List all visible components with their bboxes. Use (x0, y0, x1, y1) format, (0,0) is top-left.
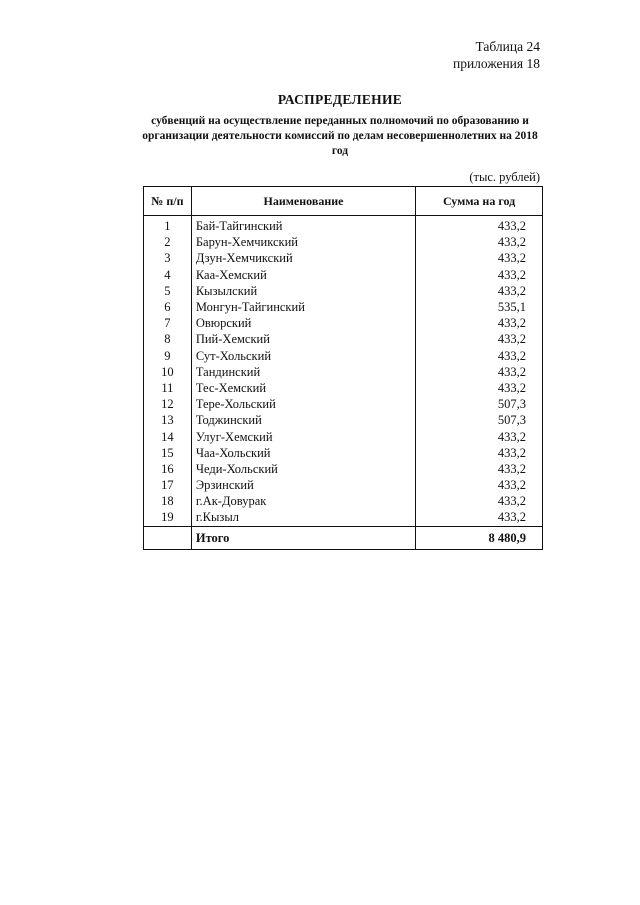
column-header-name: Наименование (191, 187, 415, 216)
cell-name: Тандинский (191, 364, 415, 380)
cell-number: 15 (144, 445, 192, 461)
cell-name: Барун-Хемчикский (191, 234, 415, 250)
table-row (144, 493, 543, 509)
table-row (144, 234, 543, 250)
cell-number: 4 (144, 267, 192, 283)
cell-name: Бай-Тайгинский (191, 216, 415, 235)
cell-number: 2 (144, 234, 192, 250)
cell-sum: 433,2 (416, 428, 543, 444)
table-row (144, 509, 543, 526)
table-number-label: Таблица 24 (475, 39, 540, 54)
cell-name: Эрзинский (191, 477, 415, 493)
table-row (144, 428, 543, 444)
cell-name: Улуг-Хемский (191, 428, 415, 444)
cell-sum: 433,2 (416, 216, 543, 235)
cell-name: Пий-Хемский (191, 331, 415, 347)
table-row (144, 477, 543, 493)
cell-sum: 433,2 (416, 331, 543, 347)
cell-sum: 507,3 (416, 396, 543, 412)
cell-sum: 433,2 (416, 364, 543, 380)
cell-number: 13 (144, 412, 192, 428)
cell-number: 18 (144, 493, 192, 509)
total-sum: 8 480,9 (416, 526, 543, 549)
cell-number: 16 (144, 461, 192, 477)
units-label: (тыс. рублей) (469, 170, 540, 184)
cell-number: 8 (144, 331, 192, 347)
table-row (144, 348, 543, 364)
total-number-cell (144, 526, 192, 549)
distribution-table (143, 186, 543, 550)
cell-number: 6 (144, 299, 192, 315)
cell-sum: 433,2 (416, 267, 543, 283)
appendix-label: приложения 18 (452, 56, 540, 71)
cell-sum: 507,3 (416, 412, 543, 428)
cell-name: Тес-Хемский (191, 380, 415, 396)
cell-name: Овюрский (191, 315, 415, 331)
cell-name: Кызылский (191, 283, 415, 299)
cell-name: Дзун-Хемчикский (191, 250, 415, 266)
column-header-sum: Сумма на год (416, 187, 543, 216)
table-row (144, 267, 543, 283)
cell-number: 3 (144, 250, 192, 266)
cell-sum: 433,2 (416, 493, 543, 509)
table-row (144, 216, 543, 235)
document-heading (140, 92, 540, 159)
cell-sum: 433,2 (416, 445, 543, 461)
cell-name: Каа-Хемский (191, 267, 415, 283)
table-body (144, 216, 543, 550)
cell-sum: 433,2 (416, 250, 543, 266)
total-label: Итого (191, 526, 415, 549)
cell-name: Тоджинский (191, 412, 415, 428)
cell-sum: 535,1 (416, 299, 543, 315)
cell-number: 1 (144, 216, 192, 235)
cell-sum: 433,2 (416, 477, 543, 493)
cell-name: г.Ак-Довурак (191, 493, 415, 509)
table-row (144, 380, 543, 396)
cell-name: Чеди-Хольский (191, 461, 415, 477)
cell-number: 19 (144, 509, 192, 526)
table-row (144, 315, 543, 331)
cell-sum: 433,2 (416, 509, 543, 526)
table-row (144, 412, 543, 428)
cell-name: Чаа-Хольский (191, 445, 415, 461)
cell-number: 12 (144, 396, 192, 412)
total-row (144, 526, 543, 549)
table-row (144, 396, 543, 412)
cell-number: 7 (144, 315, 192, 331)
table-row (144, 283, 543, 299)
cell-name: г.Кызыл (191, 509, 415, 526)
table-row (144, 250, 543, 266)
cell-sum: 433,2 (416, 315, 543, 331)
table-row (144, 364, 543, 380)
cell-number: 5 (144, 283, 192, 299)
table-row (144, 461, 543, 477)
cell-number: 17 (144, 477, 192, 493)
cell-sum: 433,2 (416, 348, 543, 364)
table-row (144, 331, 543, 347)
column-header-number: № п/п (144, 187, 192, 216)
cell-number: 14 (144, 428, 192, 444)
table-row (144, 299, 543, 315)
document-subtitle: субвенций на осуществление переданных полномочий по образованию и организации деятельности комиссий по делам несовершеннолетних на 2018 год (142, 115, 538, 157)
cell-name: Сут-Хольский (191, 348, 415, 364)
table-header-row (144, 187, 543, 216)
cell-number: 10 (144, 364, 192, 380)
document-title: РАСПРЕДЕЛЕНИЕ (277, 92, 403, 107)
cell-name: Монгун-Тайгинский (191, 299, 415, 315)
cell-sum: 433,2 (416, 380, 543, 396)
cell-number: 11 (144, 380, 192, 396)
table-row (144, 445, 543, 461)
table-reference (453, 38, 540, 72)
cell-number: 9 (144, 348, 192, 364)
cell-sum: 433,2 (416, 461, 543, 477)
cell-name: Тере-Хольский (191, 396, 415, 412)
cell-sum: 433,2 (416, 283, 543, 299)
cell-sum: 433,2 (416, 234, 543, 250)
